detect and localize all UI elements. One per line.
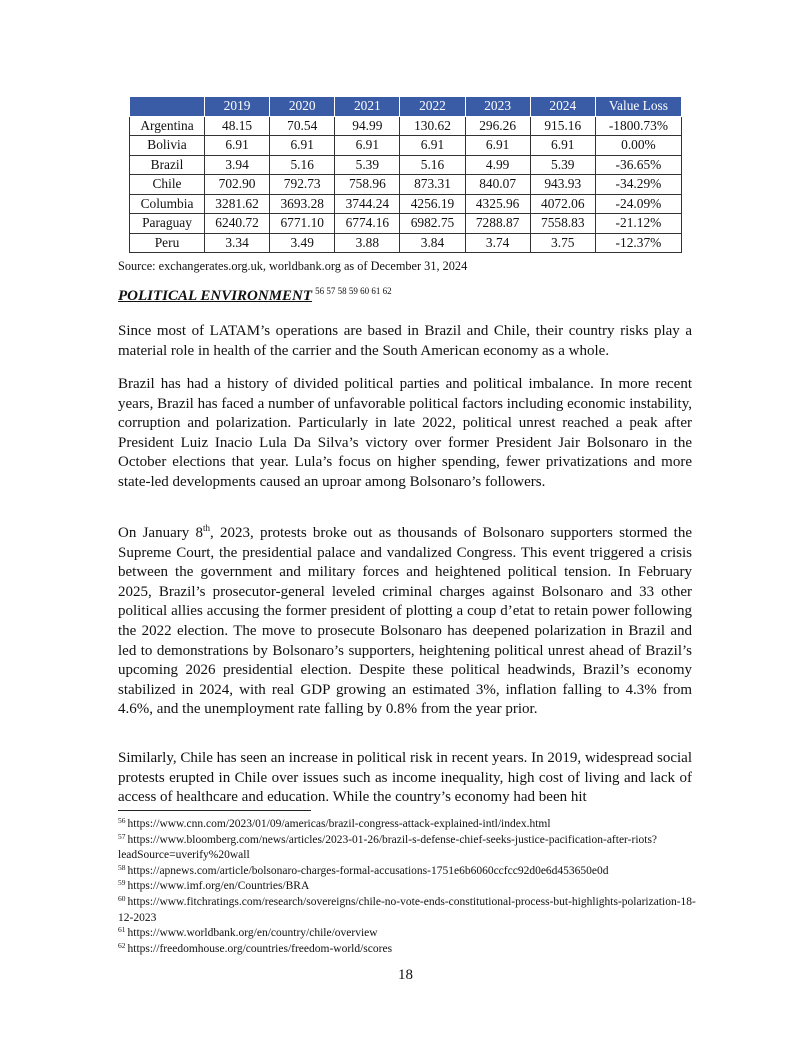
value-cell: 3744.24 — [335, 194, 400, 214]
value-cell: 6.91 — [530, 136, 595, 156]
table-header-cell: 2020 — [270, 97, 335, 117]
table-header-cell: 2023 — [465, 97, 530, 117]
table-row — [130, 194, 682, 214]
paragraph-text: Brazil has had a history of divided political parties and political imbalance. In more recent years, Brazil has faced a number of unfavorable political factors including economic instability, corruption and polarization. Particularly in late 2022, political unrest reached a peak after President Luiz Inacio Lula Da Silva’s victory over former President Jair Bolsonaro in the October elections that year. Lula’s focus on higher spending, fewer privatizations and more state-led developments caused an uproar among Bolsonaro’s followers. — [118, 376, 692, 490]
value-loss-cell: -24.09% — [595, 194, 681, 214]
footnote — [118, 926, 703, 942]
ordinal-suffix: th — [202, 523, 210, 533]
value-cell: 6.91 — [335, 136, 400, 156]
paragraph-brazil-history — [118, 375, 692, 493]
paragraph-text — [118, 524, 692, 720]
footnote-link[interactable]: https://www.worldbank.org/en/country/chile/overview — [127, 927, 378, 940]
table-row — [130, 155, 682, 175]
value-loss-cell: -1800.73% — [595, 116, 681, 136]
country-cell: Bolivia — [130, 136, 205, 156]
value-cell: 3.84 — [400, 233, 465, 253]
footnote-number: 59 — [118, 878, 126, 888]
value-loss-cell: -34.29% — [595, 175, 681, 195]
table-header-cell: 2024 — [530, 97, 595, 117]
value-cell: 840.07 — [465, 175, 530, 195]
value-cell: 758.96 — [335, 175, 400, 195]
footnote — [118, 864, 703, 880]
country-cell: Chile — [130, 175, 205, 195]
table-row — [130, 136, 682, 156]
section-heading — [118, 286, 392, 305]
value-cell: 6.91 — [205, 136, 270, 156]
value-loss-cell: 0.00% — [595, 136, 681, 156]
value-loss-cell: -36.65% — [595, 155, 681, 175]
value-cell: 3.74 — [465, 233, 530, 253]
value-cell: 3.34 — [205, 233, 270, 253]
table-header-cell: Value Loss — [595, 97, 681, 117]
value-cell: 4325.96 — [465, 194, 530, 214]
value-cell: 4256.19 — [400, 194, 465, 214]
paragraph-text: Since most of LATAM’s operations are based in Brazil and Chile, their country risks play a material role in health of the carrier and the South American economy as a whole. — [118, 323, 692, 359]
value-cell: 5.39 — [335, 155, 400, 175]
footnote — [118, 895, 703, 926]
paragraph-latam-risk — [118, 322, 692, 361]
table-header-row — [130, 97, 682, 117]
value-cell: 915.16 — [530, 116, 595, 136]
footnote-link[interactable]: https://www.cnn.com/2023/01/09/americas/brazil-congress-attack-explained-intl/index.html — [127, 818, 551, 830]
country-cell: Argentina — [130, 116, 205, 136]
table-header-cell: 2021 — [335, 97, 400, 117]
value-cell: 130.62 — [400, 116, 465, 136]
footnote-number: 60 — [118, 893, 126, 903]
footnote-number: 56 — [118, 816, 126, 825]
section-footnote-refs: 56 57 58 59 60 61 62 — [315, 286, 392, 296]
exchange-rate-table — [129, 96, 682, 253]
table-row — [130, 175, 682, 195]
footnote — [118, 833, 703, 864]
value-cell: 6.91 — [465, 136, 530, 156]
value-cell: 3.49 — [270, 233, 335, 253]
table-header-cell: 2022 — [400, 97, 465, 117]
footnote-number: 62 — [118, 940, 126, 950]
country-cell: Peru — [130, 233, 205, 253]
value-cell: 702.90 — [205, 175, 270, 195]
value-cell: 943.93 — [530, 175, 595, 195]
value-cell: 4072.06 — [530, 194, 595, 214]
value-cell: 3.94 — [205, 155, 270, 175]
paragraph-text: Similarly, Chile has seen an increase in political risk in recent years. In 2019, widespread social protests erupted in Chile over issues such as income inequality, high cost of living and lack of access of healthcare and education. While the country’s economy had been hit — [118, 750, 692, 806]
value-cell: 6982.75 — [400, 214, 465, 234]
value-cell: 296.26 — [465, 116, 530, 136]
paragraph-lead: On January 8 — [118, 525, 203, 541]
value-cell: 4.99 — [465, 155, 530, 175]
value-cell: 6.91 — [400, 136, 465, 156]
country-cell: Columbia — [130, 194, 205, 214]
value-cell: 5.16 — [270, 155, 335, 175]
value-cell: 3.75 — [530, 233, 595, 253]
footnote-link[interactable]: https://www.fitchratings.com/research/sovereigns/chile-no-vote-ends-constitutional-process-but-highlights-polarization-18-12-2023 — [118, 895, 696, 924]
value-cell: 792.73 — [270, 175, 335, 195]
table-header-corner — [130, 97, 205, 117]
value-cell: 6771.10 — [270, 214, 335, 234]
value-cell: 3281.62 — [205, 194, 270, 214]
table-row — [130, 233, 682, 253]
value-cell: 5.39 — [530, 155, 595, 175]
footnote-link[interactable]: https://www.imf.org/en/Countries/BRA — [127, 880, 310, 893]
footnote — [118, 817, 703, 833]
footnote — [118, 879, 703, 895]
footnotes — [118, 817, 703, 957]
footnote-link[interactable]: https://apnews.com/article/bolsonaro-charges-formal-accusations-1751e6b6060ccfcc92d0e6d453650e0d — [127, 864, 609, 877]
value-cell: 70.54 — [270, 116, 335, 136]
value-cell: 6240.72 — [205, 214, 270, 234]
table-header-cell: 2019 — [205, 97, 270, 117]
section-title: POLITICAL ENVIRONMENT — [118, 288, 313, 304]
footnote-link[interactable]: https://freedomhouse.org/countries/freedom-world/scores — [127, 942, 393, 955]
footnote-number: 58 — [118, 862, 126, 872]
value-cell: 7558.83 — [530, 214, 595, 234]
footnote-link[interactable]: https://www.bloomberg.com/news/articles/2023-01-26/brazil-s-defense-chief-seeks-justice-pacification-after-riots?leadSource=uverify%20wall — [118, 833, 658, 862]
value-cell: 94.99 — [335, 116, 400, 136]
value-cell: 6774.16 — [335, 214, 400, 234]
value-cell: 3.88 — [335, 233, 400, 253]
paragraph-rest: , 2023, protests broke out as thousands of Bolsonaro supporters stormed the Supreme Court, the presidential palace and vandalized Congress. This event triggered a crisis between the government and military forces and heightened political tension. In February 2025, Brazil’s prosecutor-general leveled criminal charges against Bolsonaro and 33 other political allies accusing the former president of plotting a coup d’etat to retain power following the 2022 election. The move to prosecute Bolsonaro has deepened polarization in Brazil and led to demonstrations by Bolsonaro’s supporters, heightening political unrest ahead of Brazil’s upcoming 2026 presidential election. Despite these political headwinds, Brazil’s economy stabilized in 2024, with real GDP growing an estimated 3%, inflation falling to 4.3% from 4.6%, and the unemployment rate falling by 0.8% from the year prior. — [118, 525, 692, 718]
paragraph-chile-risk — [118, 749, 692, 808]
footnote-divider — [118, 810, 311, 811]
value-cell: 5.16 — [400, 155, 465, 175]
value-cell: 873.31 — [400, 175, 465, 195]
footnote-number: 61 — [118, 925, 126, 935]
table-source-note: Source: exchangerates.org.uk, worldbank.org as of December 31, 2024 — [118, 259, 468, 273]
table-row — [130, 116, 682, 136]
paragraph-brazil-protests — [118, 524, 692, 720]
footnote-number: 57 — [118, 831, 126, 841]
value-cell: 6.91 — [270, 136, 335, 156]
country-cell: Brazil — [130, 155, 205, 175]
country-cell: Paraguay — [130, 214, 205, 234]
value-cell: 48.15 — [205, 116, 270, 136]
value-loss-cell: -12.37% — [595, 233, 681, 253]
value-cell: 3693.28 — [270, 194, 335, 214]
table-row — [130, 214, 682, 234]
value-cell: 7288.87 — [465, 214, 530, 234]
value-loss-cell: -21.12% — [595, 214, 681, 234]
footnote — [118, 942, 703, 958]
page-number: 18 — [398, 967, 413, 983]
